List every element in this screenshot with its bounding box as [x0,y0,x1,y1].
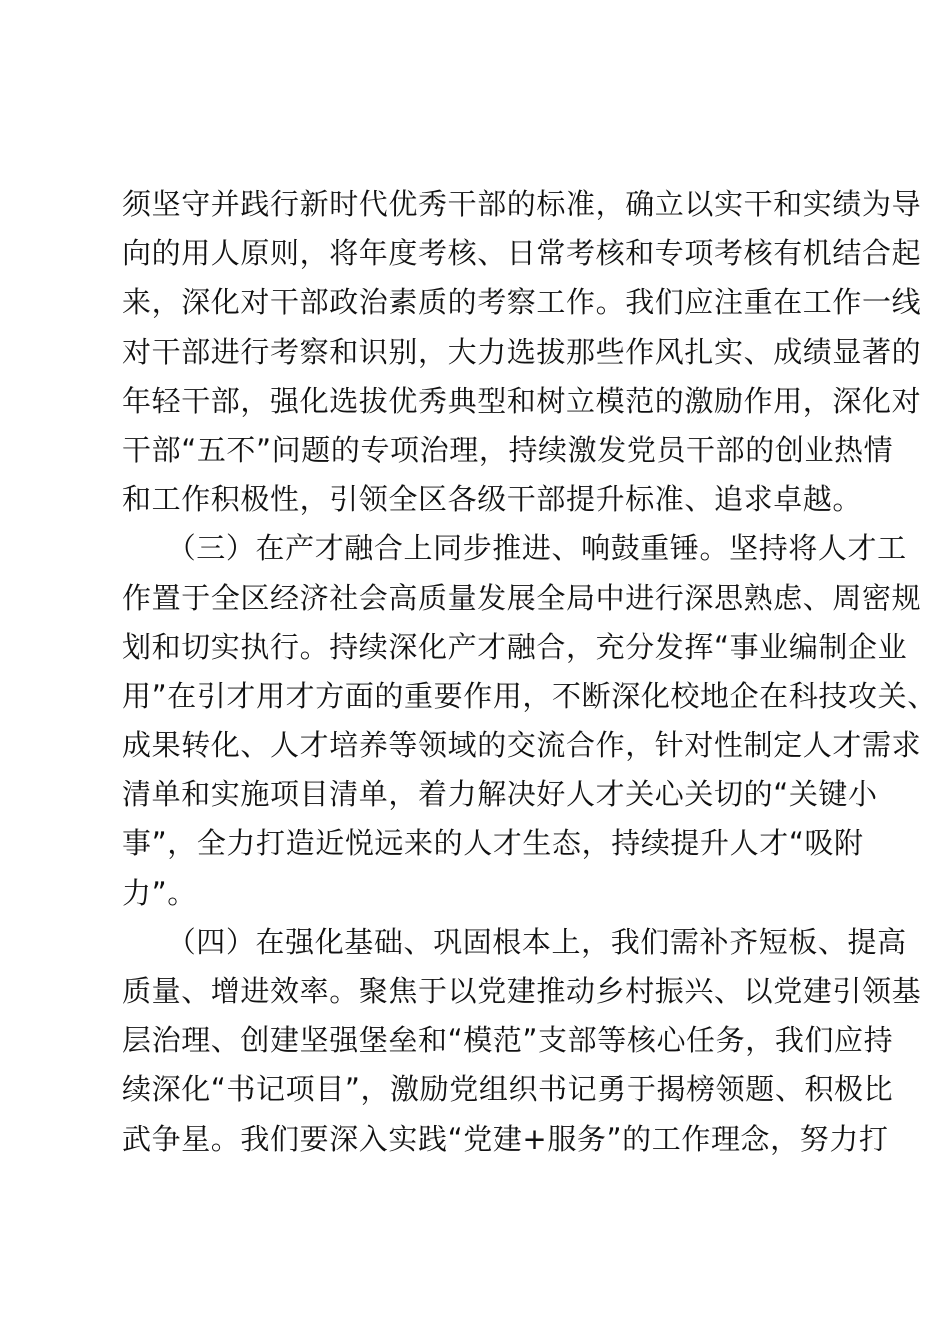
text-line: 续深化“书记项目”，激励党组织书记勇于揭榜领题、积极比 [122,1072,894,1107]
text-line: 成果转化、人才培养等领域的交流合作，针对性制定人才需求 [122,728,922,763]
body-text [122,180,937,1164]
text-line: 作置于全区经济社会高质量发展全局中进行深思熟虑、周密规 [122,580,922,615]
text-line: 须坚守并践行新时代优秀干部的标准，确立以实干和实绩为导 [122,187,922,221]
paragraph-end-line: 力”。 [122,875,197,910]
text-line: 来，深化对干部政治素质的考察工作。我们应注重在工作一线 [122,285,922,320]
text-line: 质量、增进效率。聚焦于以党建推动乡村振兴、以党建引领基 [122,974,922,1008]
paragraph-end-line: 和工作积极性，引领全区各级干部提升标准、追求卓越。 [122,482,863,517]
text-line: 清单和实施项目清单，着力解决好人才关心关切的“关键小 [122,777,878,812]
section-heading-line: （三）在产才融合上同步推进、响鼓重锤。坚持将人才工 [122,531,907,566]
text-line: 向的用人原则，将年度考核、日常考核和专项考核有机结合起 [122,236,922,271]
text-line: 武争星。我们要深入实践“党建+服务”的工作理念，努力打 [122,1121,889,1156]
section-heading-line: （四）在强化基础、巩固根本上，我们需补齐短板、提高 [122,924,907,959]
text-line: 层治理、创建坚强堡垒和“模范”支部等核心任务，我们应持 [122,1023,894,1058]
text-line: 事”，全力打造近悦远来的人才生态，持续提升人才“吸附 [122,826,864,861]
text-line: 划和切实执行。持续深化产才融合，充分发挥“事业编制企业 [122,629,908,664]
text-line: 用”在引才用才方面的重要作用，不断深化校地企在科技攻关、 [122,678,937,713]
text-line: 干部“五不”问题的专项治理，持续激发党员干部的创业热情 [122,432,894,467]
text-line: 对干部进行考察和识别，大力选拔那些作风扎实、成绩显著的 [122,334,922,369]
text-line: 年轻干部，强化选拔优秀典型和树立模范的激励作用，深化对 [122,383,922,418]
